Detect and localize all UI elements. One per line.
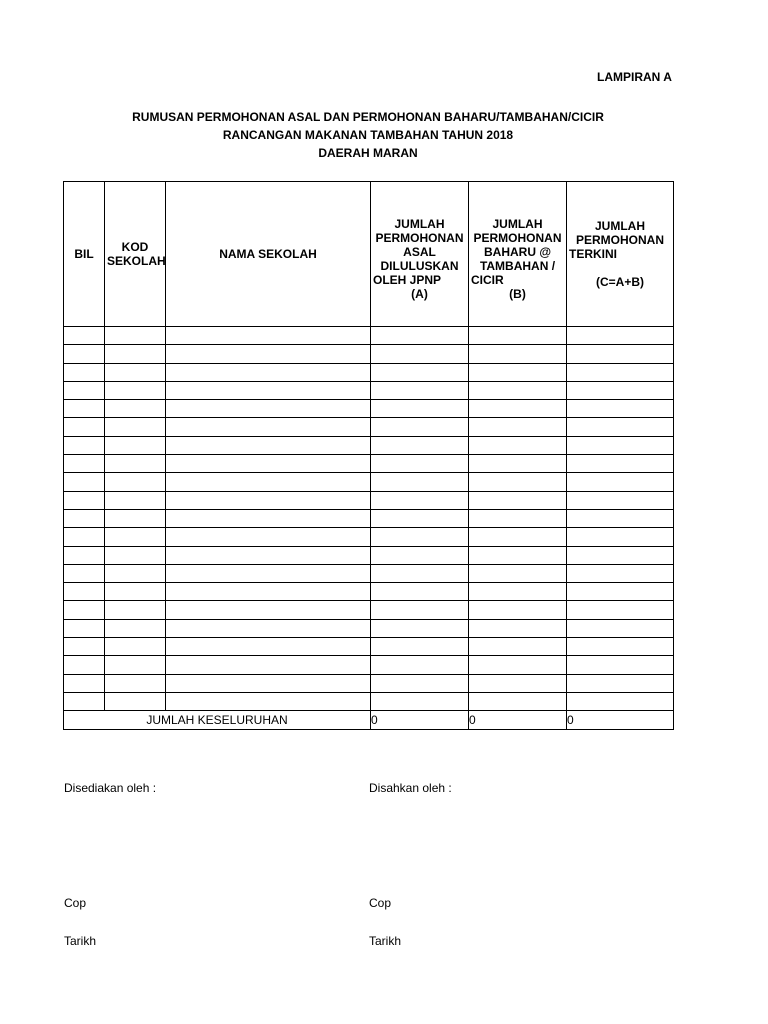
header-b-line-5: CICIR	[471, 273, 504, 287]
approved-by-label: Disahkan oleh :	[369, 781, 452, 795]
header-a-line-5: OLEH JPNP	[373, 273, 442, 287]
cell-c[interactable]	[567, 528, 674, 546]
cell-nama[interactable]	[166, 327, 371, 345]
cell-bil[interactable]	[64, 400, 105, 418]
cell-c[interactable]	[567, 564, 674, 582]
cell-bil[interactable]	[64, 601, 105, 619]
cell-nama[interactable]	[166, 564, 371, 582]
cell-c[interactable]	[567, 692, 674, 710]
cell-nama[interactable]	[166, 418, 371, 436]
header-b-line-4: TAMBAHAN /	[479, 259, 556, 273]
cell-b[interactable]	[469, 692, 567, 710]
cell-nama[interactable]	[166, 400, 371, 418]
cell-c[interactable]	[567, 674, 674, 692]
cell-kod[interactable]	[105, 528, 166, 546]
cell-kod[interactable]	[105, 674, 166, 692]
cell-c[interactable]	[567, 601, 674, 619]
table-row	[64, 564, 674, 582]
cell-a[interactable]	[371, 638, 469, 656]
cell-bil[interactable]	[64, 455, 105, 473]
cell-nama[interactable]	[166, 491, 371, 509]
header-b-line-3: BAHARU @	[483, 245, 552, 259]
table-row	[64, 381, 674, 399]
header-b-line-2: PERMOHONAN	[473, 231, 562, 245]
cell-b[interactable]	[469, 491, 567, 509]
title-line-3: DAERAH MARAN	[318, 146, 418, 160]
table-row	[64, 638, 674, 656]
cell-b[interactable]	[469, 345, 567, 363]
cell-a[interactable]	[371, 692, 469, 710]
cell-a[interactable]	[371, 546, 469, 564]
cell-c[interactable]	[567, 418, 674, 436]
cell-b[interactable]	[469, 436, 567, 454]
header-kod-line-1: KOD	[121, 240, 149, 254]
cell-bil[interactable]	[64, 692, 105, 710]
cell-kod[interactable]	[105, 509, 166, 527]
cell-b[interactable]	[469, 583, 567, 601]
table-row	[64, 509, 674, 527]
cell-kod[interactable]	[105, 436, 166, 454]
cell-b[interactable]	[469, 656, 567, 674]
cell-c[interactable]	[567, 583, 674, 601]
table-row	[64, 619, 674, 637]
cop-left-label: Cop	[64, 896, 87, 910]
cell-nama[interactable]	[166, 546, 371, 564]
title-line-2: RANCANGAN MAKANAN TAMBAHAN TAHUN 2018	[222, 128, 514, 142]
cell-nama[interactable]	[166, 656, 371, 674]
title-line-1: RUMUSAN PERMOHONAN ASAL DAN PERMOHONAN BAHARU/TAMBAHAN/CICIR	[132, 110, 604, 124]
cell-bil[interactable]	[64, 473, 105, 491]
tarikh-left-label: Tarikh	[64, 934, 97, 948]
header-a-line-4: DILULUSKAN	[380, 259, 459, 273]
cell-bil[interactable]	[64, 327, 105, 345]
header-b-line-1: JUMLAH	[492, 217, 543, 231]
cell-b[interactable]	[469, 400, 567, 418]
lampiran-label: LAMPIRAN A	[597, 70, 672, 84]
table-body	[64, 327, 674, 730]
cell-c[interactable]	[567, 546, 674, 564]
header-c-line-2: PERMOHONAN	[575, 233, 664, 247]
cell-bil[interactable]	[64, 418, 105, 436]
table-row	[64, 674, 674, 692]
cell-bil[interactable]	[64, 638, 105, 656]
cell-c[interactable]	[567, 345, 674, 363]
cell-kod[interactable]	[105, 491, 166, 509]
cell-a[interactable]	[371, 363, 469, 381]
cell-a[interactable]	[371, 619, 469, 637]
cell-b[interactable]	[469, 509, 567, 527]
table-row	[64, 400, 674, 418]
cell-nama[interactable]	[166, 509, 371, 527]
cell-kod[interactable]	[105, 381, 166, 399]
cell-kod[interactable]	[105, 546, 166, 564]
cell-bil[interactable]	[64, 619, 105, 637]
cell-c[interactable]	[567, 327, 674, 345]
cell-c[interactable]	[567, 363, 674, 381]
total-label: JUMLAH KESELURUHAN	[64, 711, 371, 730]
cell-kod[interactable]	[105, 455, 166, 473]
table-row	[64, 528, 674, 546]
tarikh-right-label: Tarikh	[369, 934, 402, 948]
cell-nama[interactable]	[166, 638, 371, 656]
cell-bil[interactable]	[64, 491, 105, 509]
cell-kod[interactable]	[105, 327, 166, 345]
cell-nama[interactable]	[166, 455, 371, 473]
cell-c[interactable]	[567, 381, 674, 399]
header-a-line-2: PERMOHONAN	[375, 231, 464, 245]
cell-kod[interactable]	[105, 601, 166, 619]
cell-a[interactable]	[371, 564, 469, 582]
table-row	[64, 363, 674, 381]
cell-kod[interactable]	[105, 363, 166, 381]
table-row	[64, 418, 674, 436]
cell-nama[interactable]	[166, 692, 371, 710]
cell-a[interactable]	[371, 436, 469, 454]
table-row	[64, 583, 674, 601]
cell-nama[interactable]	[166, 473, 371, 491]
cell-c[interactable]	[567, 400, 674, 418]
cell-a[interactable]	[371, 345, 469, 363]
cell-kod[interactable]	[105, 583, 166, 601]
cell-b[interactable]	[469, 601, 567, 619]
header-c-line-3: TERKINI	[569, 247, 617, 261]
cell-bil[interactable]	[64, 656, 105, 674]
cell-b[interactable]	[469, 674, 567, 692]
table-row	[64, 601, 674, 619]
cell-a[interactable]	[371, 491, 469, 509]
cell-b[interactable]	[469, 418, 567, 436]
cell-kod[interactable]	[105, 418, 166, 436]
cell-c[interactable]	[567, 619, 674, 637]
header-c-line-1: JUMLAH	[595, 219, 645, 233]
total-b[interactable]: 0	[469, 711, 567, 730]
cell-bil[interactable]	[64, 381, 105, 399]
cell-kod[interactable]	[105, 619, 166, 637]
total-row	[64, 711, 674, 730]
cell-nama[interactable]	[166, 381, 371, 399]
cell-bil[interactable]	[64, 436, 105, 454]
cell-bil[interactable]	[64, 363, 105, 381]
header-a-line-6: (A)	[411, 287, 428, 301]
cell-c[interactable]	[567, 473, 674, 491]
total-a[interactable]: 0	[371, 711, 469, 730]
table-row	[64, 455, 674, 473]
cell-nama[interactable]	[166, 583, 371, 601]
header-bil: BIL	[64, 182, 105, 327]
cell-nama[interactable]	[166, 345, 371, 363]
cell-b[interactable]	[469, 363, 567, 381]
cell-b[interactable]	[469, 473, 567, 491]
total-c[interactable]: 0	[567, 711, 674, 730]
cell-c[interactable]	[567, 436, 674, 454]
cell-bil[interactable]	[64, 509, 105, 527]
cell-b[interactable]	[469, 327, 567, 345]
cell-a[interactable]	[371, 327, 469, 345]
cell-c[interactable]	[567, 491, 674, 509]
cell-a[interactable]	[371, 381, 469, 399]
table-row	[64, 473, 674, 491]
cell-kod[interactable]	[105, 638, 166, 656]
table-row	[64, 327, 674, 345]
cell-kod[interactable]	[105, 692, 166, 710]
cell-nama[interactable]	[166, 363, 371, 381]
cell-nama[interactable]	[166, 436, 371, 454]
table-row	[64, 656, 674, 674]
header-col-a	[371, 182, 469, 327]
table-row	[64, 345, 674, 363]
prepared-by-label: Disediakan oleh :	[64, 781, 157, 795]
header-col-c	[567, 182, 674, 327]
cell-b[interactable]	[469, 619, 567, 637]
table-row	[64, 546, 674, 564]
cell-bil[interactable]	[64, 674, 105, 692]
cell-a[interactable]	[371, 455, 469, 473]
cell-a[interactable]	[371, 473, 469, 491]
document-titles	[0, 108, 736, 162]
cell-b[interactable]	[469, 455, 567, 473]
cell-kod[interactable]	[105, 345, 166, 363]
header-kod-sekolah	[105, 182, 166, 327]
cell-a[interactable]	[371, 656, 469, 674]
cell-a[interactable]	[371, 400, 469, 418]
cell-a[interactable]	[371, 418, 469, 436]
table-row	[64, 436, 674, 454]
header-b-line-6: (B)	[509, 287, 526, 301]
cell-c[interactable]	[567, 656, 674, 674]
cell-bil[interactable]	[64, 564, 105, 582]
cell-b[interactable]	[469, 638, 567, 656]
cell-bil[interactable]	[64, 583, 105, 601]
header-nama-sekolah: NAMA SEKOLAH	[166, 182, 371, 327]
header-c-line-5: (C=A+B)	[595, 275, 644, 289]
cell-b[interactable]	[469, 381, 567, 399]
cell-bil[interactable]	[64, 528, 105, 546]
cell-c[interactable]	[567, 509, 674, 527]
cell-nama[interactable]	[166, 674, 371, 692]
cell-kod[interactable]	[105, 473, 166, 491]
cop-right-label: Cop	[369, 896, 392, 910]
header-c-line-4	[567, 261, 673, 275]
cell-a[interactable]	[371, 601, 469, 619]
cell-nama[interactable]	[166, 619, 371, 637]
cell-nama[interactable]	[166, 528, 371, 546]
cell-b[interactable]	[469, 564, 567, 582]
cell-c[interactable]	[567, 638, 674, 656]
table-row	[64, 491, 674, 509]
cell-c[interactable]	[567, 455, 674, 473]
cell-kod[interactable]	[105, 400, 166, 418]
header-col-b	[469, 182, 567, 327]
cell-a[interactable]	[371, 583, 469, 601]
cell-bil[interactable]	[64, 345, 105, 363]
cell-a[interactable]	[371, 674, 469, 692]
table-header-row	[64, 182, 674, 327]
cell-a[interactable]	[371, 509, 469, 527]
summary-table	[63, 181, 674, 730]
cell-bil[interactable]	[64, 546, 105, 564]
header-kod-line-2: SEKOLAH	[107, 254, 166, 268]
header-a-line-1: JUMLAH	[394, 217, 445, 231]
header-a-line-3: ASAL	[403, 245, 436, 259]
table-row	[64, 692, 674, 710]
cell-nama[interactable]	[166, 601, 371, 619]
cell-kod[interactable]	[105, 564, 166, 582]
cell-kod[interactable]	[105, 656, 166, 674]
cell-a[interactable]	[371, 528, 469, 546]
cell-b[interactable]	[469, 528, 567, 546]
cell-b[interactable]	[469, 546, 567, 564]
